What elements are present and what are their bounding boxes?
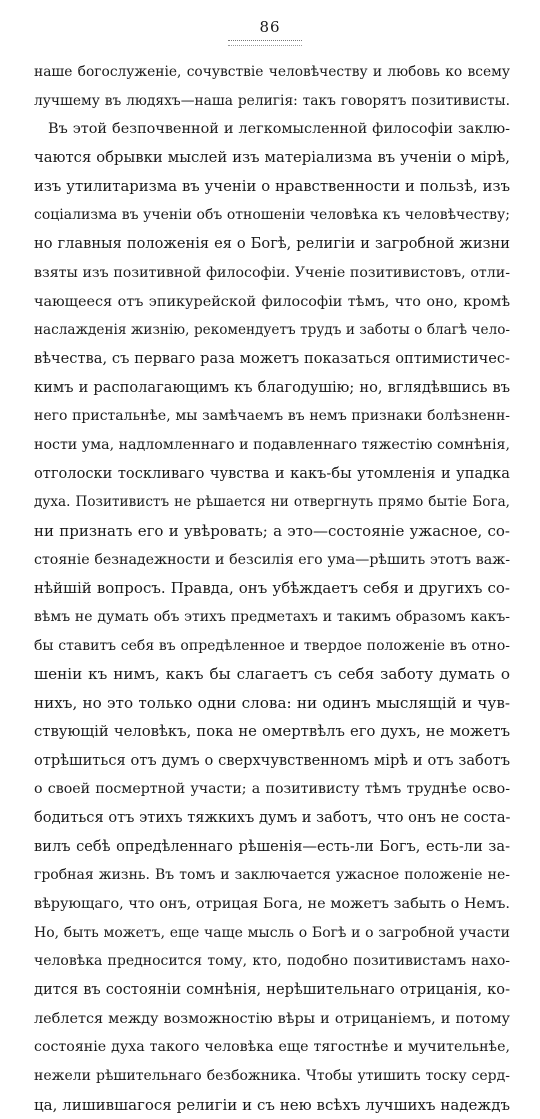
text-line: леблется между возможностію вѣры и отрицаніемъ, и потому [34,1010,510,1027]
page-number: 86 [259,18,281,36]
text-line: нихъ, но это только одни слова: ни одинъ мыслящій и чув- [34,694,510,713]
text-line: шеніи къ нимъ, какъ бы слагаетъ съ себя заботу думать о [34,665,510,684]
text-line: духа. Позитивистъ не рѣшается ни отвергнуть прямо бытіе Бога, [34,494,510,511]
text-line: взяты изъ позитивной философіи. Ученіе позитивистовъ, отли- [34,264,510,281]
text-line: наслажденія жизнію, рекомендуетъ трудъ и заботы о благѣ чело- [34,322,510,339]
text-line: вѣмъ не думать объ этихъ предметахъ и такимъ образомъ какъ- [34,609,510,626]
text-line: кимъ и располагающимъ къ благодушію; но, вглядѣвшись въ [34,378,510,396]
text-line: ности ума, надломленнаго и подавленнаго тяжестію сомнѣнія, [34,436,510,453]
text-line: чаются обрывки мыслей изъ матеріализма въ ученіи о мірѣ, [34,149,510,167]
text-line: ни признать его и увѣровать; а это—состояніе ужасное, со- [34,522,510,540]
text-line: него пристальнѣе, мы замѣчаемъ въ немъ признаки болѣзненн- [34,408,510,425]
text-line: бодиться отъ этихъ тяжкихъ думъ и заботъ, что онъ не соста- [34,808,510,826]
text-line: Но, быть можетъ, еще чаще мысль о Богѣ и о загробной участи [34,924,510,941]
text-line: дится въ состояніи сомнѣнія, нерѣшительнаго отрицанія, ко- [34,981,510,998]
text-line: бы ставитъ себя въ опредѣленное и твердое положеніе въ отно- [34,637,510,654]
text-line: соціализма въ ученіи объ отношеніи человѣка къ человѣчеству; [34,207,510,224]
text-line: стояніе безнадежности и безсилія его ума—рѣшить этотъ важ- [34,551,510,568]
header-ornament-rule [228,40,302,46]
text-line: вилъ себѣ опредѣленнаго рѣшенія—есть-ли Богъ, есть-ли за- [34,837,510,855]
text-line: ца, лишившагося религіи и съ нею всѣхъ лучшихъ надеждъ [34,1095,510,1114]
text-line: нѣйшій вопросъ. Правда, онъ убѣждаетъ себя и другихъ со- [34,579,510,598]
text-line: вѣрующаго, что онъ, отрицая Бога, не можетъ забыть о Немъ. [34,895,510,912]
text-line: отголоски тоскливаго чувства и какъ-бы утомленія и упадка [34,464,510,482]
text-line: ствующій человѣкъ, пока не омертвѣлъ его духъ, не можетъ [34,722,510,740]
text-line: лучшему въ людяхъ—наша религія: такъ говорятъ позитивисты. [34,92,510,109]
body-text [34,58,510,1119]
text-line: наше богослуженіе, сочувствіе человѣчеству и любовь ко всему [34,64,510,80]
text-line: нежели рѣшительнаго безбожника. Чтобы утишить тоску серд- [34,1068,510,1085]
text-line: о своей посмертной участи; а позитивисту тѣмъ труднѣе осво- [34,781,510,798]
text-line: состояніе духа такого человѣка еще тягостнѣе и мучительнѣе, [34,1039,510,1056]
text-line: изъ утилитаризма въ ученіи о нравственности и пользѣ, изъ [34,177,510,195]
text-line: чающееся отъ эпикурейской философіи тѣмъ, что оно, кромѣ [34,293,510,310]
text-line: отрѣшиться отъ думъ о сверхчувственномъ мірѣ и отъ заботъ [34,751,510,769]
text-line: вѣчества, съ перваго раза можетъ показаться оптимистичес- [34,349,510,367]
text-line: гробная жизнь. Въ томъ и заключается ужасное положеніе не- [34,867,510,884]
text-line: но главныя положенія ея о Богѣ, религіи и загробной жизни [34,235,510,253]
text-line: Въ этой безпочвенной и легкомысленной философіи заклю- [48,121,510,138]
text-line: человѣка предносится тому, кто, подобно позитивистамъ нахо- [34,953,510,970]
